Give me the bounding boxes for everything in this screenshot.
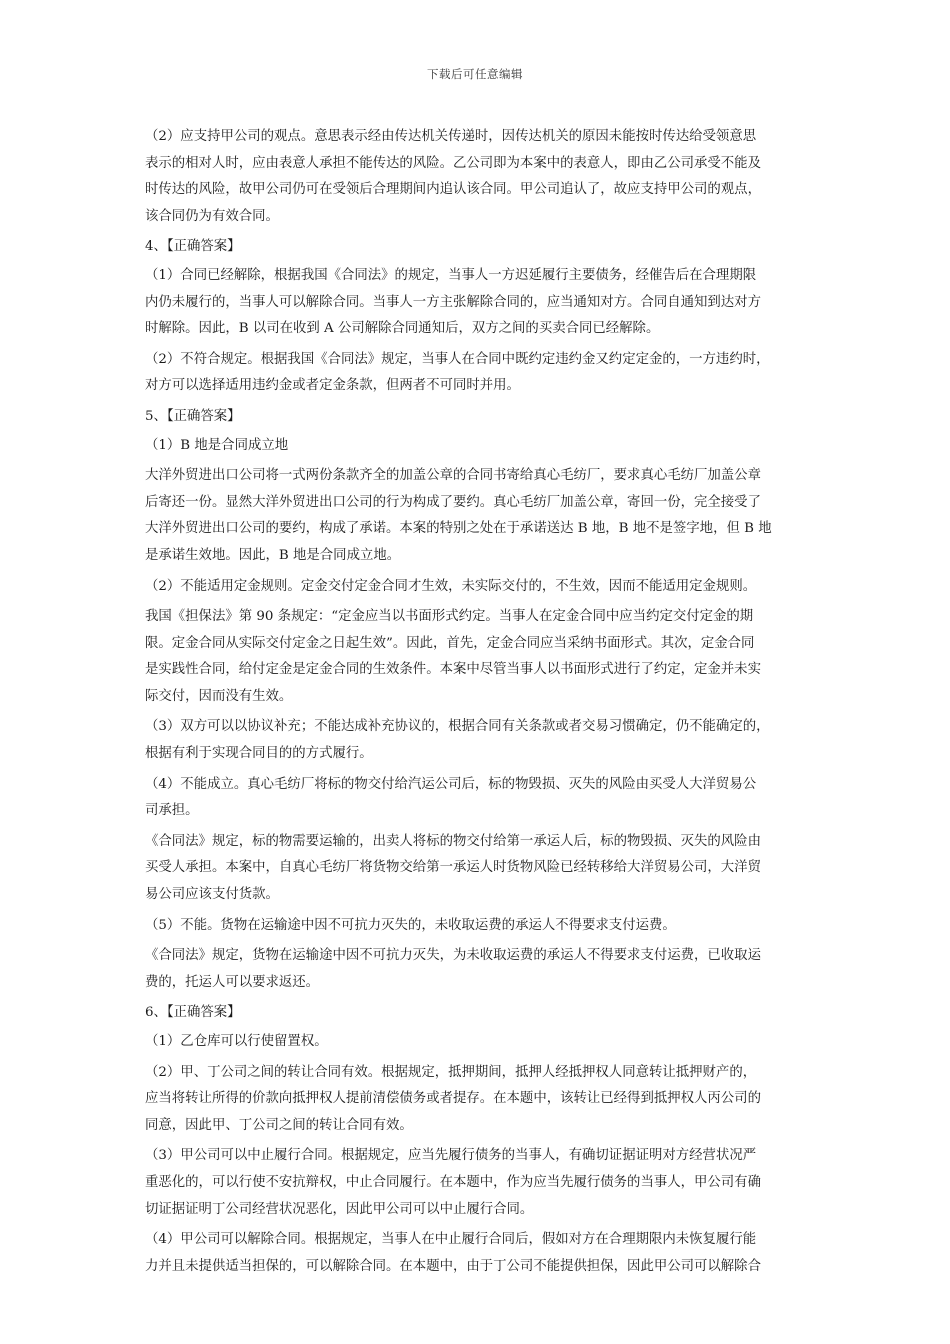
text-line: 是承诺生效地。因此，B 地是合同成立地。 — [145, 547, 401, 563]
section-heading — [145, 1000, 817, 1027]
paragraph — [145, 829, 817, 909]
text-line: 时传达的风险，故甲公司仍可在受领后合理期间内追认该合同。甲公司追认了，故应支持甲公司的观点， — [145, 182, 761, 198]
text-line: （1）乙仓库可以行使留置权。 — [145, 1034, 328, 1049]
text-line: （4）甲公司可以解除合同。根据规定，当事人在中止履行合同后，假如对方在合理期限内未恢复履行能 — [145, 1232, 757, 1248]
text-line: 《合同法》规定，货物在运输途中因不可抗力灭失，为未收取运费的承运人不得要求支付运费，已收取运 — [145, 948, 761, 964]
text-line: 易公司应该支付货款。 — [145, 887, 279, 903]
text-line: 切证据证明丁公司经营状况恶化，因此甲公司可以中止履行合同。 — [145, 1201, 534, 1217]
text-line: 同意，因此甲、丁公司之间的转让合同有效。 — [145, 1117, 413, 1133]
text-line: 该合同仍为有效合同。 — [145, 208, 279, 224]
paragraph — [145, 604, 817, 710]
text-line: 5、【正确答案】 — [145, 408, 241, 424]
text-line: 买受人承担。本案中，自真心毛纺厂将货物交给第一承运人时货物风险已经转移给大洋贸易公司，大洋贸 — [145, 860, 761, 876]
text-line: 后寄还一份。显然大洋外贸进出口公司的行为构成了要约。真心毛纺厂加盖公章，寄回一份，完全接受了 — [145, 494, 761, 510]
text-line: （2）甲、丁公司之间的转让合同有效。根据规定，抵押期间，抵押人经抵押权人同意转让抵押财产的， — [145, 1064, 757, 1080]
paragraph — [145, 772, 817, 825]
paragraph — [145, 1029, 817, 1056]
paragraph — [145, 433, 817, 460]
paragraph — [145, 574, 817, 601]
text-line: 时解除。因此，B 以司在收到 A 公司解除合同通知后，双方之间的买卖合同已经解除。 — [145, 321, 660, 337]
section-heading — [145, 234, 817, 261]
text-line: （1）B 地是合同成立地 — [145, 437, 289, 453]
text-line: 内仍未履行的，当事人可以解除合同。当事人一方主张解除合同的，应当通知对方。合同自通知到达对方 — [145, 294, 761, 310]
text-line: 《合同法》规定，标的物需要运输的，出卖人将标的物交付给第一承运人后，标的物毁损、灭失的风险由 — [145, 833, 761, 849]
paragraph — [145, 263, 817, 343]
paragraph — [145, 124, 817, 230]
text-line: （4）不能成立。真心毛纺厂将标的物交付给汽运公司后，标的物毁损、灭失的风险由买受人大洋贸易公 — [145, 776, 757, 792]
text-line: （3）甲公司可以中止履行合同。根据规定，应当先履行债务的当事人，有确切证据证明对方经营状况严 — [145, 1148, 757, 1164]
section-heading — [145, 404, 817, 431]
text-line: 表示的相对人时，应由表意人承担不能传达的风险。乙公司即为本案中的表意人，即由乙公司承受不能及 — [145, 155, 761, 171]
page-header: 下载后可任意编辑 — [427, 67, 523, 81]
paragraph — [145, 463, 817, 569]
paragraph — [145, 714, 817, 767]
paragraph — [145, 347, 817, 400]
text-line: （3）双方可以以协议补充；不能达成补充协议的，根据合同有关条款或者交易习惯确定，仍不能确定的， — [145, 719, 770, 735]
paragraph — [145, 943, 817, 996]
paragraph — [145, 1227, 817, 1280]
text-line: （5）不能。货物在运输途中因不可抗力灭失的，未收取运费的承运人不得要求支付运费。 — [145, 917, 676, 933]
paragraph — [145, 1143, 817, 1223]
text-line: 重恶化的，可以行使不安抗辩权，中止合同履行。在本题中，作为应当先履行债务的当事人，甲公司有确 — [145, 1174, 761, 1190]
document-body — [145, 124, 817, 1284]
text-line: 根据有利于实现合同目的的方式履行。 — [145, 746, 373, 762]
text-line: 我国《担保法》第 90 条规定：“定金应当以书面形式约定。当事人在定金合同中应当约定交付定金的期 — [145, 609, 754, 625]
text-line: 费的，托运人可以要求返还。 — [145, 974, 320, 990]
paragraph — [145, 1060, 817, 1140]
text-line: 应当将转让所得的价款向抵押权人提前清偿债务或者提存。在本题中，该转让已经得到抵押权人丙公司的 — [145, 1091, 761, 1107]
text-line: 6、【正确答案】 — [145, 1005, 241, 1021]
paragraph — [145, 913, 817, 940]
text-line: 大洋外贸进出口公司将一式两份条款齐全的加盖公章的合同书寄给真心毛纺厂，要求真心毛纺厂加盖公章 — [145, 468, 761, 484]
text-line: （2）不符合规定。根据我国《合同法》规定，当事人在合同中既约定违约金又约定定金的，一方违约时， — [145, 351, 770, 367]
text-line: 对方可以选择适用违约金或者定金条款，但两者不可同时并用。 — [145, 378, 520, 394]
text-line: （1）合同已经解除，根据我国《合同法》的规定，当事人一方迟延履行主要债务，经催告后在合理期限 — [145, 267, 757, 283]
text-line: 司承担。 — [145, 803, 199, 819]
text-line: 力并且未提供适当担保的，可以解除合同。在本题中，由于丁公司不能提供担保，因此甲公司可以解除合 — [145, 1258, 761, 1274]
text-line: 是实践性合同，给付定金是定金合同的生效条件。本案中尽管当事人以书面形式进行了约定，定金并未实 — [145, 662, 761, 678]
text-line: 际交付，因而没有生效。 — [145, 688, 293, 704]
text-line: 4、【正确答案】 — [145, 239, 241, 255]
text-line: 限。定金合同从实际交付定金之日起生效”。因此，首先，定金合同应当采纳书面形式。其次，定金合同 — [145, 635, 755, 651]
text-line: 大洋外贸进出口公司的要约，构成了承诺。本案的特别之处在于承诺送达 B 地，B 地不是签字地，但 B 地 — [145, 521, 772, 537]
text-line: （2）不能适用定金规则。定金交付定金合同才生效，未实际交付的，不生效，因而不能适用定金规则。 — [145, 578, 757, 594]
text-line: （2）应支持甲公司的观点。意思表示经由传达机关传递时，因传达机关的原因未能按时传达给受领意思 — [145, 129, 757, 144]
